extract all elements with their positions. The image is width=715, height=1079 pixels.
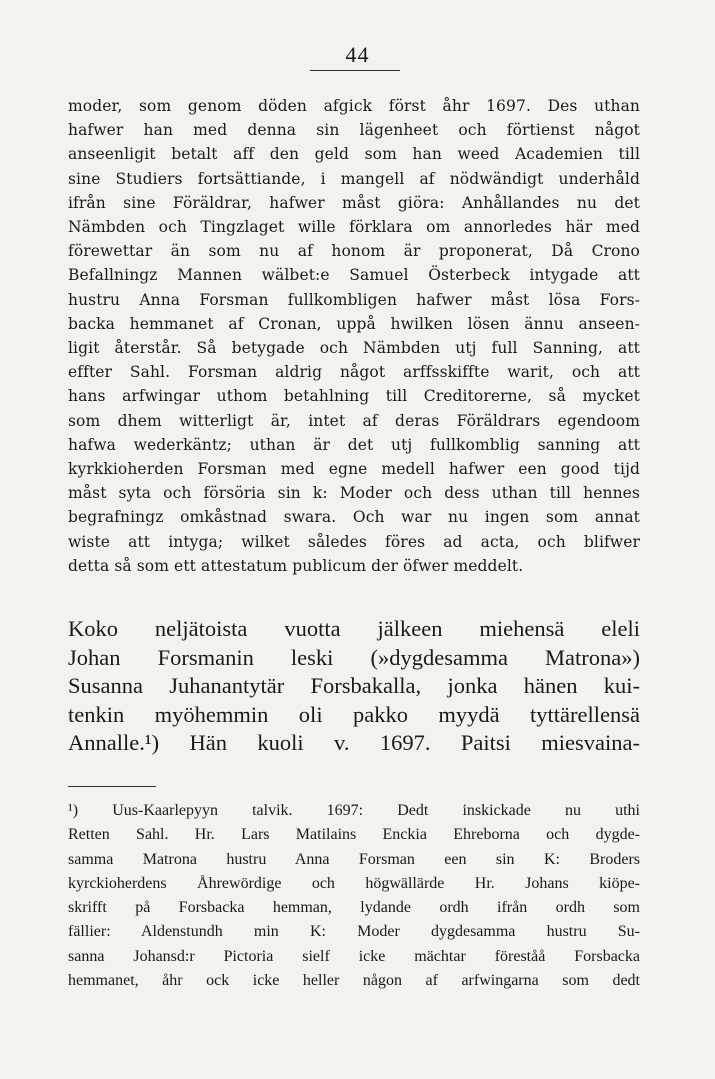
text-line: hans arfwingar uthom betahlning till Creditorerne, så mycket — [68, 387, 640, 406]
page-number-rule — [310, 70, 400, 71]
footnote-line: Retten Sahl. Hr. Lars Matilains Enckia Ehreborna och dygde- — [68, 826, 640, 844]
text-line: begrafningz omkåstnad swara. Och war nu ingen som annat — [68, 508, 640, 527]
footnote-line: kyrckioherdens Åhrewördige och högwällärde Hr. Johans kiöpe- — [68, 874, 640, 892]
swedish-quotation — [68, 94, 640, 578]
footnote-line: samma Matrona hustru Anna Forsman een sin K: Broders — [68, 850, 640, 868]
page-number: 44 — [345, 42, 370, 67]
text-line: sine Studiers fortsättiande, i mangell af nödwändigt underhåld — [68, 169, 640, 188]
footnote-line: fällier: Aldenstundh min K: Moder dygdesamma hustru Su- — [68, 923, 640, 941]
text-line: måst syta och försöria sin k: Moder och dess uthan till hennes — [68, 484, 640, 503]
footnote-line: sanna Johansd:r Pictoria sielf icke mächtar föreståå Forsbacka — [68, 947, 640, 965]
footnote-separator — [68, 786, 156, 787]
footnote-line: ¹) Uus-Kaarlepyyn talvik. 1697: Dedt inskickade nu uthi — [68, 802, 640, 819]
text-line: Susanna Juhanantytär Forsbakalla, jonka hänen kui- — [68, 673, 640, 699]
text-line: backa hemmanet af Cronan, uppå hwilken lösen ännu anseen- — [68, 314, 640, 333]
text-line: hustru Anna Forsman fullkombligen hafwer måst lösa Fors- — [68, 290, 640, 309]
text-line: ifrån sine Föräldrar, hafwer måst giöra: Anhållandes nu det — [68, 193, 640, 212]
footnote-line: skrifft på Forsbacka hemman, lydande ordh ifrån ordh som — [68, 899, 640, 917]
text-line: som dhem witterligt är, intet af deras Föräldrars egendoom — [68, 411, 640, 430]
text-line: hafwa wederkäntz; uthan är det utj fullkomblig sanning att — [68, 435, 640, 454]
text-line: wiste att intyga; wilket således föres ad acta, och blifwer — [68, 532, 640, 551]
text-line: Koko neljätoista vuotta jälkeen miehensä eleli — [68, 616, 640, 641]
text-line: kyrkkioherden Forsman med egne medell hafwer een good tijd — [68, 460, 640, 479]
finnish-paragraph — [68, 615, 640, 758]
text-line: Johan Forsmanin leski (»dygdesamma Matrona») — [68, 644, 640, 670]
text-line: Befallningz Mannen wälbet:e Samuel Österbeck intygade att — [68, 266, 640, 285]
text-line: moder, som genom döden afgick först åhr 1697. Des uthan — [68, 97, 640, 115]
text-line: effter Sahl. Forsman aldrig något arffsskiffte warit, och att — [68, 363, 640, 382]
footnote-line: hemmanet, åhr ock icke heller någon af arfwingarna som dedt — [68, 972, 640, 990]
text-line: hafwer han med denna sin lägenheet och förtienst något — [68, 121, 640, 140]
footnote — [68, 799, 640, 993]
text-line: ligit återstår. Så betygade och Nämbden utj full Sanning, att — [68, 339, 640, 358]
text-line: detta så som ett attestatum publicum der öfwer meddelt. — [68, 556, 524, 575]
text-line: Nämbden och Tingzlaget wille förklara om annorledes här med — [68, 218, 640, 237]
text-line: Annalle.¹) Hän kuoli v. 1697. Paitsi miesvaina- — [68, 730, 640, 756]
text-line: förewettar än som nu af honom är proponerat, Då Crono — [68, 242, 640, 261]
text-line: tenkin myöhemmin oli pakko myydä tyttärellensä — [68, 701, 640, 727]
text-line: anseenligit betalt aff den geld som han weed Academien till — [68, 145, 640, 164]
